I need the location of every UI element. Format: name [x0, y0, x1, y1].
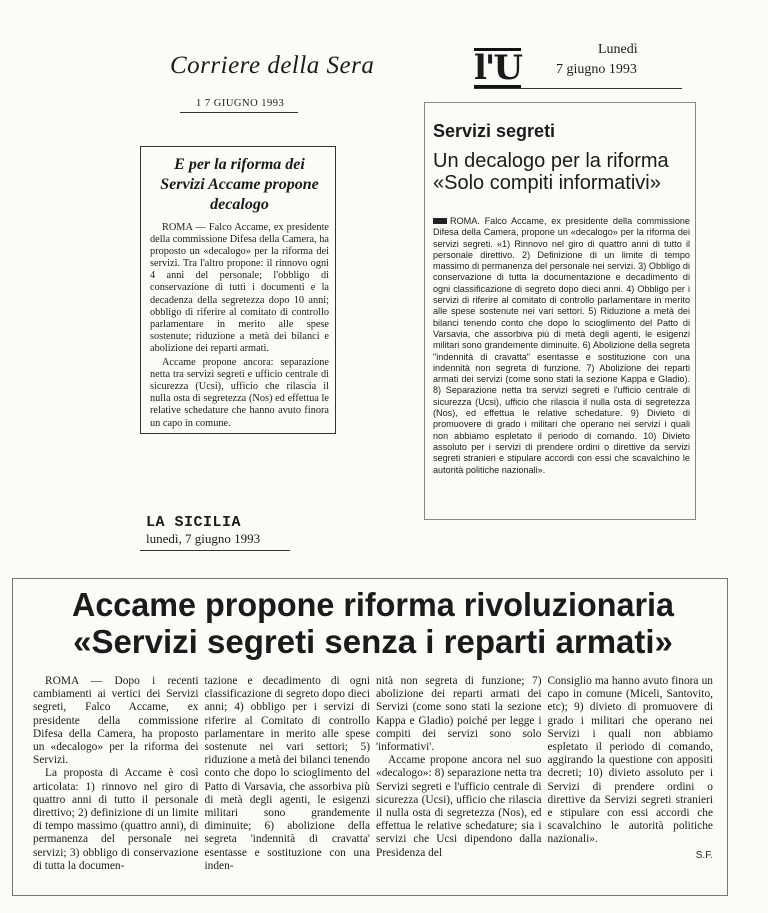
sicilia-column [33, 675, 199, 873]
unita-day: Lunedì [598, 42, 638, 57]
corriere-article [140, 146, 336, 434]
sicilia-masthead: LA SICILIA [146, 514, 242, 531]
unita-body-text: ROMA. Falco Accame, ex presidente della commissione Difesa della Camera, propone un «decalogo» per la riforma dei servizi segreti. «1) Rinnovo nel giro di quattro anni di tutto il personale direttivo. 2) Definizione di un limite di tempo massimo di permanenza del personale nei servizi. 3) Obbligo di conservazione di tutta la documentazione e decadimento di ogni classificazione di segreto dopo dieci anni. 4) Obbligo per i servizi di riferire al comitato di controllo parlamentare in merito alle spese sostenute nei vari settori. 5) Riduzione a metà dei bilanci tenendo conto che dopo lo scioglimento del Patto di Varsavia, che assorbiva più di metà degli agenti, le esigenzi militari sono grandemente diminuite. 6) Abolizione della segreta "indennità di cravatta" esentasse e sostituzione con una indennità non segreta di funzione. 7) Abolizione dei reparti armati dei servizi (come sono stati la sezione Kappa e Gladio). 8) Separazione netta tra servizi segreti e l'ufficio centrale di sicurezza (Ucsi), ufficio che rilascia il nulla osta di segretezza (Nos), ed effettua le relative schedature. 9) Divieto di promuovere di grado i militari che operano nei servizi i quali non abbiamo espletato il periodo di comando. 10) Divieto assoluto per i servizi di prendere ordini o direttive da servizi segreti stranieri e stipulare accordi con essi che scavalchino le autorità politiche nazionali». [433, 216, 690, 475]
sicilia-paragraph: La proposta di Accame è così articolata: 1) rinnovo nel giro di quattro anni di tutto il personale direttivo; 2) definizione di un limite di tempo massimo (quattro anni), di permanenza del personale nei servizi; 3) obbligo di conservazione di tutta la documen- [33, 767, 199, 872]
sicilia-headline-line2: «Servizi segreti senza i reparti armati» [73, 623, 673, 660]
sicilia-column [376, 675, 542, 873]
corriere-headline: E per la riforma dei Servizi Accame propone decalogo [160, 156, 319, 213]
unita-date: 7 giugno 1993 [556, 62, 637, 77]
sicilia-column [548, 675, 714, 873]
sicilia-article [12, 578, 728, 896]
corriere-masthead: Corriere della Sera [170, 52, 375, 79]
corriere-paragraph: Accame propone ancora: separazione netta tra servizi segreti e ufficio centrale di sicurezza (Ucsi), ufficio che rilascia il nulla osta di segretezza (Nos) ed effettua le relative schedature che hanno avuto finora un capo in comune. [150, 357, 329, 429]
sicilia-date: lunedì, 7 giugno 1993 [146, 531, 261, 546]
sicilia-paragraph: tazione e decadimento di ogni classificazione di segreto dopo dieci anni; 4) obbligo per i servizi di riferire al Comitato di controllo parlamentare in merito alle spese sostenute nei vari settori; 5) riduzione a metà dei bilanci tenendo conto che dopo lo scioglimento del Patto di Varsavia, che assorbiva più di metà degli agenti, le esigenzi militari sono grandemente diminuite; 6) abolizione della segreta 'indennità di cravatta' esentasse e sostituzione con una inden- [204, 675, 370, 872]
corriere-date: 1 7 GIUGNO 1993 [196, 98, 285, 109]
unita-body [433, 216, 690, 476]
sicilia-paragraph: Accame propone ancora nel suo «decalogo»: 8) separazione netta tra Servizi segreti e l'ufficio centrale di sicurezza (Ucsi), ufficio che rilascia il nulla osta di segretezza (Nos), ed effettua le relative schedature; sia i servizi che Ucsi dipendono dalla Presidenza del [376, 754, 542, 859]
sicilia-headline-line1: Accame propone riforma rivoluzionaria [71, 586, 675, 623]
corriere-body [150, 222, 329, 430]
corriere-date-rule [180, 112, 298, 113]
sicilia-paragraph: Consiglio ma hanno avuto finora un capo in comune (Miceli, Santovito, etc); 9) divieto di promuovere di grado i militari che operano nei Servizi i quali non abbiamo espletato il periodo di comando, aggirando la questione con appositi decreti; 10) divieto assoluto per i Servizi di prendere ordini o direttive da Servizi segreti stranieri e stipulare con essi accordi che scavalchino le autorità politiche nazionali». [547, 675, 713, 846]
sicilia-columns [33, 675, 713, 873]
unita-headline-line1: Un decalogo per la riforma [433, 150, 669, 172]
unita-masthead-rule [474, 88, 682, 89]
sicilia-date-rule [140, 550, 290, 551]
unita-article [424, 102, 696, 520]
sicilia-column [205, 675, 371, 873]
sicilia-paragraph: nità non segreta di funzione; 7) abolizione dei reparti armati dei Servizi (come sono stati la sezione Kappa e Gladio) poiché per legge i compiti dei servizi sono solo 'informativi'. [376, 675, 542, 754]
corriere-paragraph: ROMA — Falco Accame, ex presidente della commissione Difesa della Camera, ha proposto un «decalogo» per la riforma dei servizi. Tra l'altro propone: il rinnovo ogni 4 anni del personale; l'obbligo di conservazione di tutti i documenti e la decadenza della segretezza dopo 10 anni; obbligo di riferire al comitato di controllo parlamentare in merito alle spese sostenute; riduzione a metà dei bilanci e abolizione dei reparti armati. [150, 222, 329, 354]
unita-bullet [433, 218, 447, 224]
unita-headline-line2: «Solo compiti informativi» [433, 172, 661, 194]
unita-kicker: Servizi segreti [433, 121, 556, 141]
unita-logo: l'U [474, 48, 521, 88]
sicilia-signature: S.F. [695, 849, 713, 861]
sicilia-paragraph: ROMA — Dopo i recenti cambiamenti ai vertici dei Servizi segreti, Falco Accame, ex presidente della commissione Difesa della Camera, ha proposto un «decalogo» per la riforma dei Servizi. [33, 675, 199, 767]
